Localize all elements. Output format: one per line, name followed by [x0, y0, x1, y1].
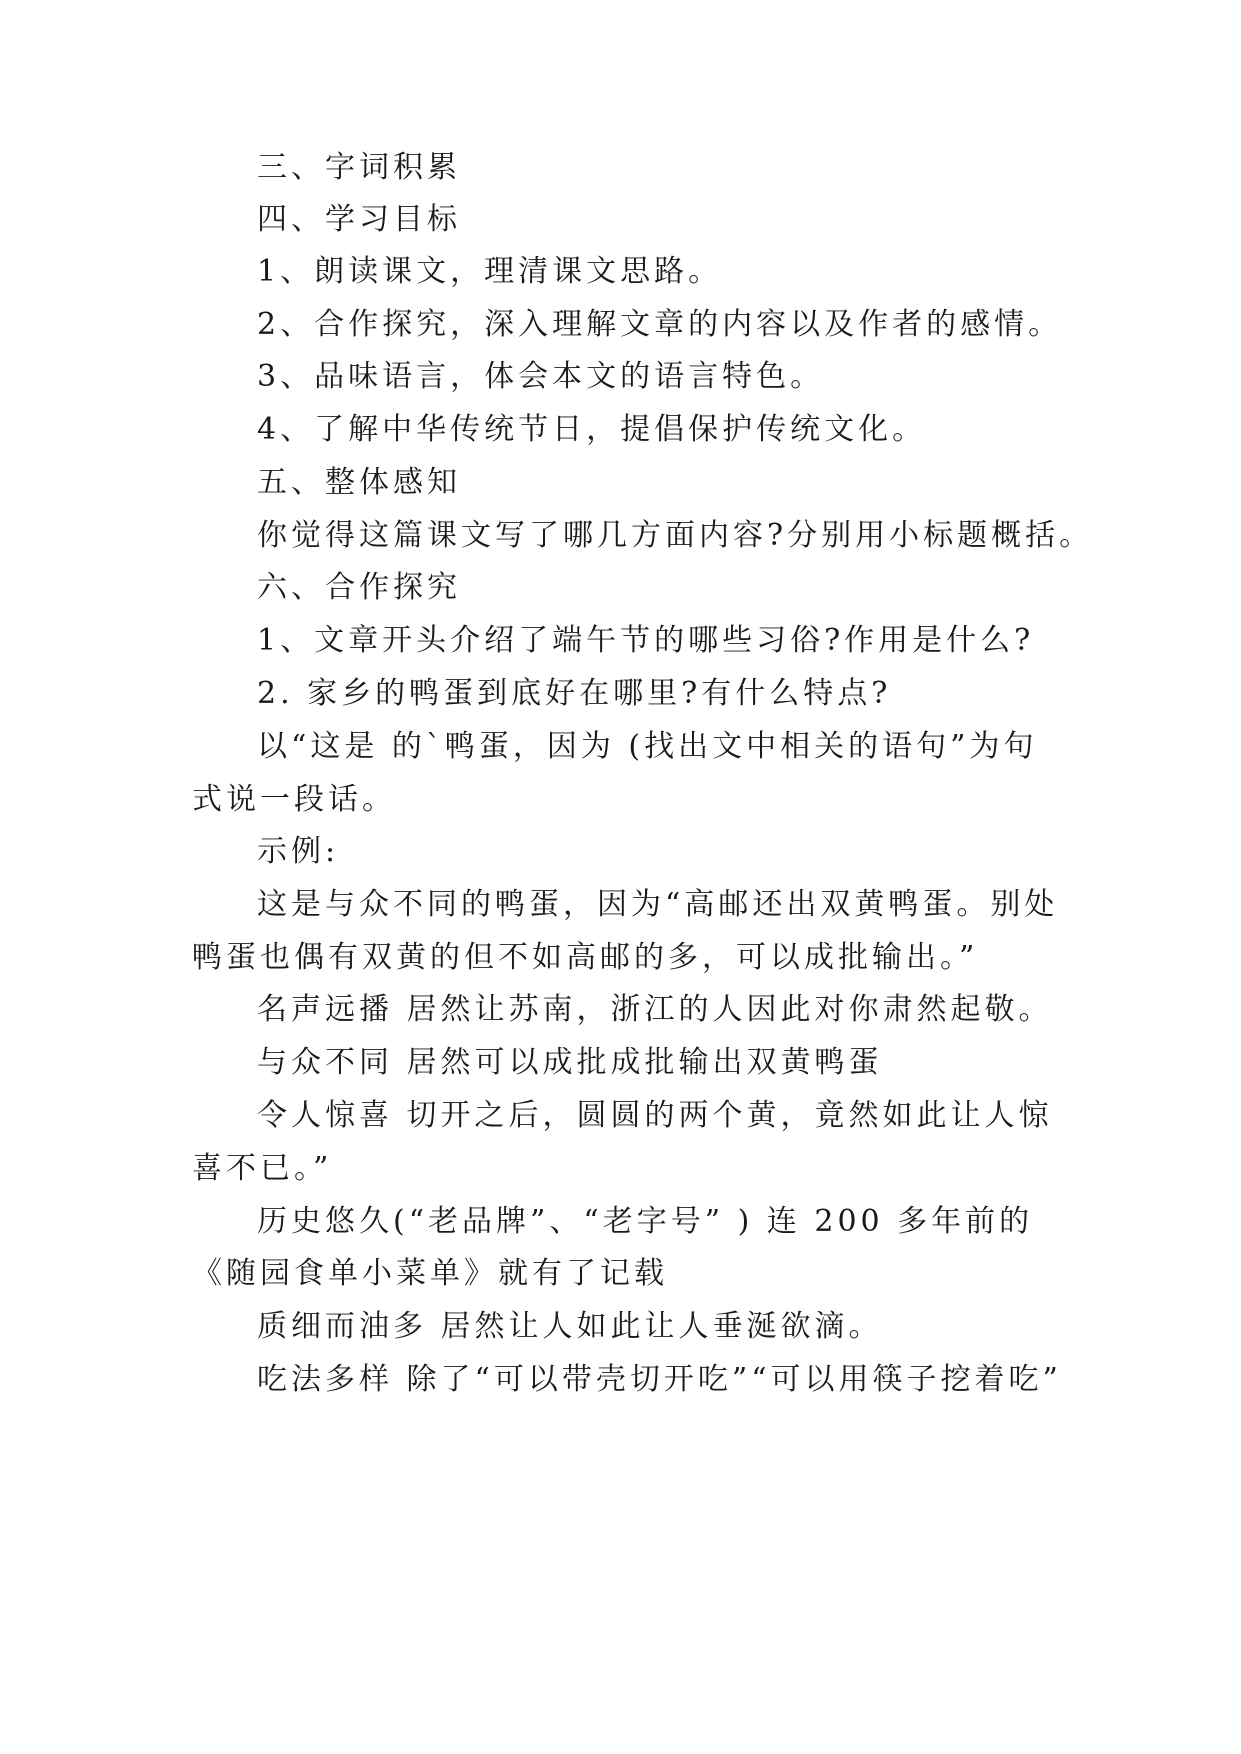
feature-history-cont: 《随园食单小菜单》就有了记载 [192, 1256, 668, 1291]
heading-vocabulary: 三、字词积累 [257, 150, 461, 185]
heading-overall-perception: 五、整体感知 [257, 465, 461, 500]
feature-surprise-cont: 喜不已。” [192, 1151, 333, 1186]
goal-item-2: 2、合作探究，深入理解文章的内容以及作者的感情。 [257, 307, 1063, 342]
paragraph-sentence-pattern-cont: 式说一段话。 [192, 782, 396, 817]
example-label: 示例: [257, 834, 340, 869]
feature-ways-to-eat: 吃法多样 除了“可以带壳切开吃”“可以用筷子挖着吃” [257, 1362, 1062, 1397]
goal-item-4: 4、了解中华传统节日，提倡保护传统文化。 [257, 412, 927, 447]
example-paragraph: 这是与众不同的鸭蛋，因为“高邮还出双黄鸭蛋。别处 [257, 887, 1059, 922]
example-paragraph-cont: 鸭蛋也偶有双黄的但不如高邮的多，可以成批输出。” [192, 940, 979, 975]
paragraph-question: 你觉得这篇课文写了哪几方面内容?分别用小标题概括。 [257, 518, 1094, 553]
inquiry-item-2: 2. 家乡的鸭蛋到底好在哪里?有什么特点? [257, 676, 892, 711]
goal-item-1: 1、朗读课文，理清课文思路。 [257, 254, 723, 289]
feature-surprise: 令人惊喜 切开之后，圆圆的两个黄，竟然如此让人惊 [257, 1098, 1053, 1133]
inquiry-item-1: 1、文章开头介绍了端午节的哪些习俗?作用是什么? [257, 623, 1035, 658]
heading-cooperative-inquiry: 六、合作探究 [257, 570, 461, 605]
feature-texture: 质细而油多 居然让人如此让人垂涎欲滴。 [257, 1309, 883, 1344]
feature-famous: 名声远播 居然让苏南，浙江的人因此对你肃然起敬。 [257, 992, 1053, 1027]
heading-learning-goals: 四、学习目标 [257, 202, 461, 237]
feature-history: 历史悠久(“老品牌”、“老字号” ) 连 200 多年前的 [257, 1204, 1034, 1239]
goal-item-3: 3、品味语言，体会本文的语言特色。 [257, 359, 825, 394]
feature-unique: 与众不同 居然可以成批成批输出双黄鸭蛋 [257, 1045, 883, 1080]
paragraph-sentence-pattern: 以“这是 的`鸭蛋，因为 (找出文中相关的语句”为句 [257, 729, 1038, 764]
